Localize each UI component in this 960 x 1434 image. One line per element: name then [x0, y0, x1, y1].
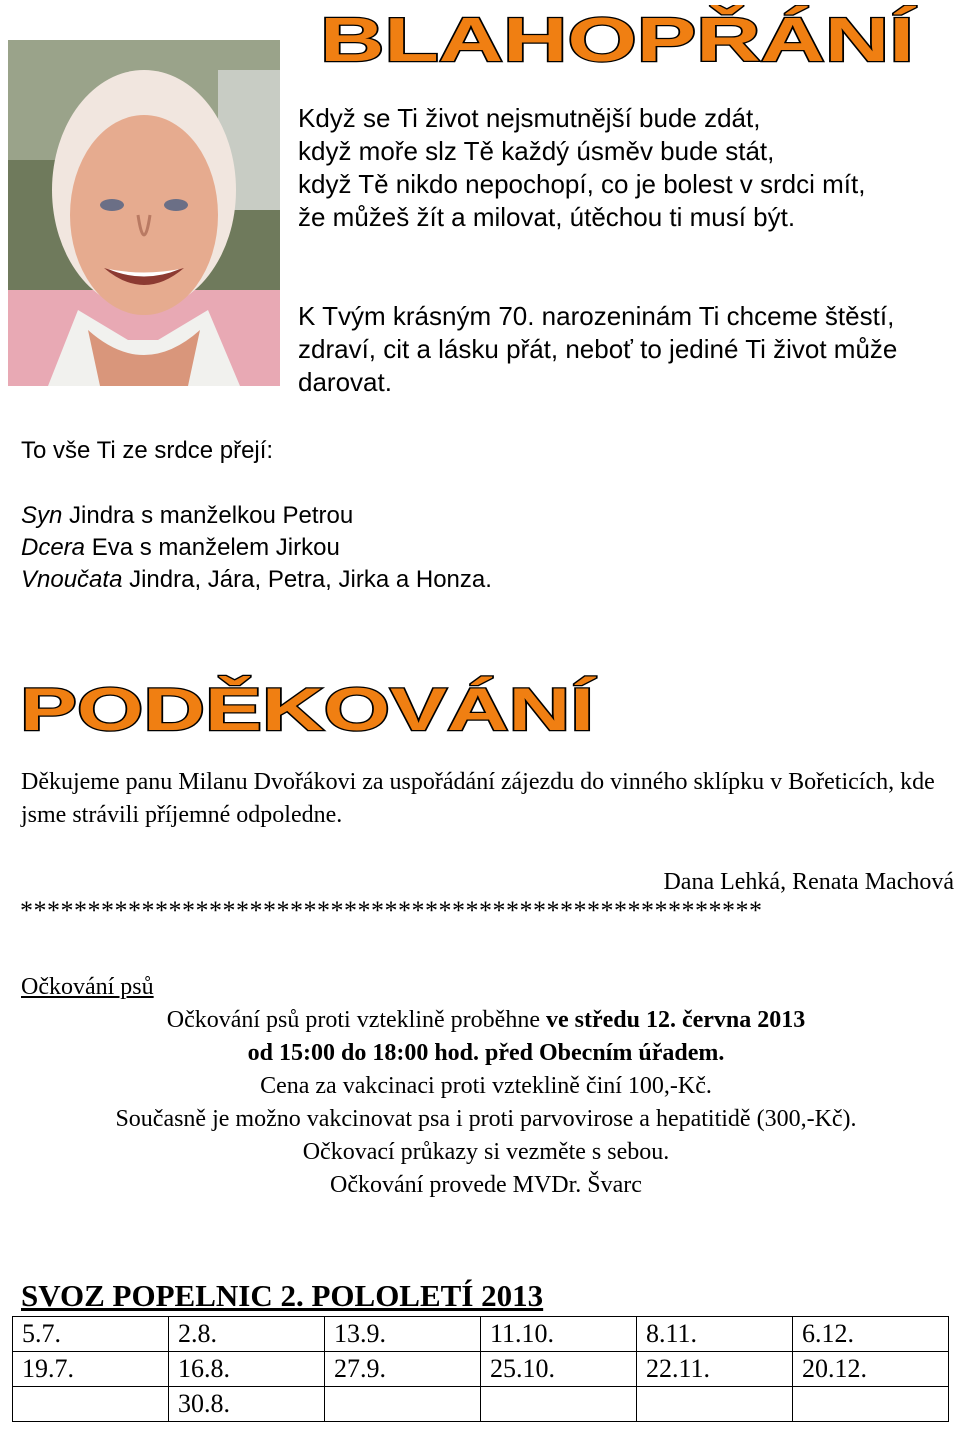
birthday-wishes: K Tvým krásným 70. narozeninám Ti chceme štěstí, zdraví, cit a lásku přát, neboť to jediné Ti život může darovat.: [298, 301, 898, 397]
table-cell: 2.8.: [169, 1317, 325, 1352]
poem-line: když moře slz Tě každý úsměv bude stát,: [298, 136, 775, 166]
podekovani-heading-text: PODĚKOVÁNÍ: [20, 676, 596, 742]
table-cell: [13, 1387, 169, 1422]
table-cell: 22.11.: [637, 1352, 793, 1387]
vaccination-notice: [0, 1004, 960, 1202]
family-line-grandchildren: [21, 564, 492, 596]
thanks-signature: Dana Lehká, Renata Machová: [663, 869, 954, 895]
wishes-from-label: To vše Ti ze srdce přejí:: [21, 437, 274, 464]
family-members: Jindra s manželkou Petrou: [62, 502, 354, 529]
table-cell: 11.10.: [481, 1317, 637, 1352]
vaccination-text: Očkování psů proti vzteklině proběhne: [166, 1007, 546, 1033]
table-row: [13, 1352, 949, 1387]
table-row: [13, 1387, 949, 1422]
table-cell: [325, 1387, 481, 1422]
family-line-son: [21, 500, 492, 532]
vaccination-line-3: Cena za vakcinaci proti vzteklině činí 100,-Kč.: [260, 1073, 712, 1099]
vaccination-line-6: Očkování provede MVDr. Švarc: [330, 1172, 642, 1198]
table-cell: 19.7.: [13, 1352, 169, 1387]
vaccination-line-2: [0, 1037, 960, 1070]
poem-line: že můžeš žít a milovat, útěchou ti musí být.: [298, 202, 796, 232]
table-cell: 27.9.: [325, 1352, 481, 1387]
table-cell: 16.8.: [169, 1352, 325, 1387]
table-cell: [637, 1387, 793, 1422]
portrait-photo: [8, 40, 280, 386]
vaccination-line-5: Očkovací průkazy si vezměte s sebou.: [302, 1139, 670, 1165]
table-cell: [793, 1387, 949, 1422]
vaccination-line-4: Současně je možno vakcinovat psa i proti parvovirose a hepatitidě (300,-Kč).: [115, 1106, 857, 1132]
poem-line: Když se Ti život nejsmutnější bude zdát,: [298, 103, 761, 133]
table-cell: [481, 1387, 637, 1422]
family-names: [21, 500, 492, 596]
family-line-daughter: [21, 532, 492, 564]
family-members: Jindra, Jára, Petra, Jirka a Honza.: [122, 566, 492, 593]
table-cell: 20.12.: [793, 1352, 949, 1387]
table-row: [13, 1317, 949, 1352]
family-role: Vnoučata: [21, 566, 123, 593]
table-cell: 30.8.: [169, 1387, 325, 1422]
blahoprani-heading-text: BLAHOPŘÁNÍ: [320, 6, 917, 71]
poem: [298, 102, 865, 234]
table-cell: 6.12.: [793, 1317, 949, 1352]
vaccination-line-1: [0, 1004, 960, 1037]
blahoprani-heading: [320, 5, 920, 71]
family-role: Syn: [21, 502, 63, 529]
vaccination-title: Očkování psů: [21, 974, 154, 1000]
family-members: Eva s manželem Jirkou: [85, 534, 340, 561]
table-cell: 8.11.: [637, 1317, 793, 1352]
vaccination-date: ve středu 12. června 2013: [545, 1007, 806, 1033]
table-cell: 25.10.: [481, 1352, 637, 1387]
table-cell: 13.9.: [325, 1317, 481, 1352]
waste-collection-title: SVOZ POPELNIC 2. POLOLETÍ 2013: [21, 1278, 544, 1313]
vaccination-time-place: od 15:00 do 18:00 hod. před Obecním úřadem.: [247, 1040, 725, 1066]
podekovani-heading: [18, 672, 608, 742]
table-cell: 5.7.: [13, 1317, 169, 1352]
family-role: Dcera: [21, 534, 86, 561]
separator-stars: *******************************************************: [20, 896, 763, 925]
thanks-text: Děkujeme panu Milanu Dvořákovi za uspořádání zájezdu do vinného sklípku v Bořeticích, kde jsme strávili příjemné odpoledne.: [21, 769, 935, 828]
waste-collection-table: [12, 1316, 949, 1422]
poem-line: když Tě nikdo nepochopí, co je bolest v srdci mít,: [298, 169, 866, 199]
